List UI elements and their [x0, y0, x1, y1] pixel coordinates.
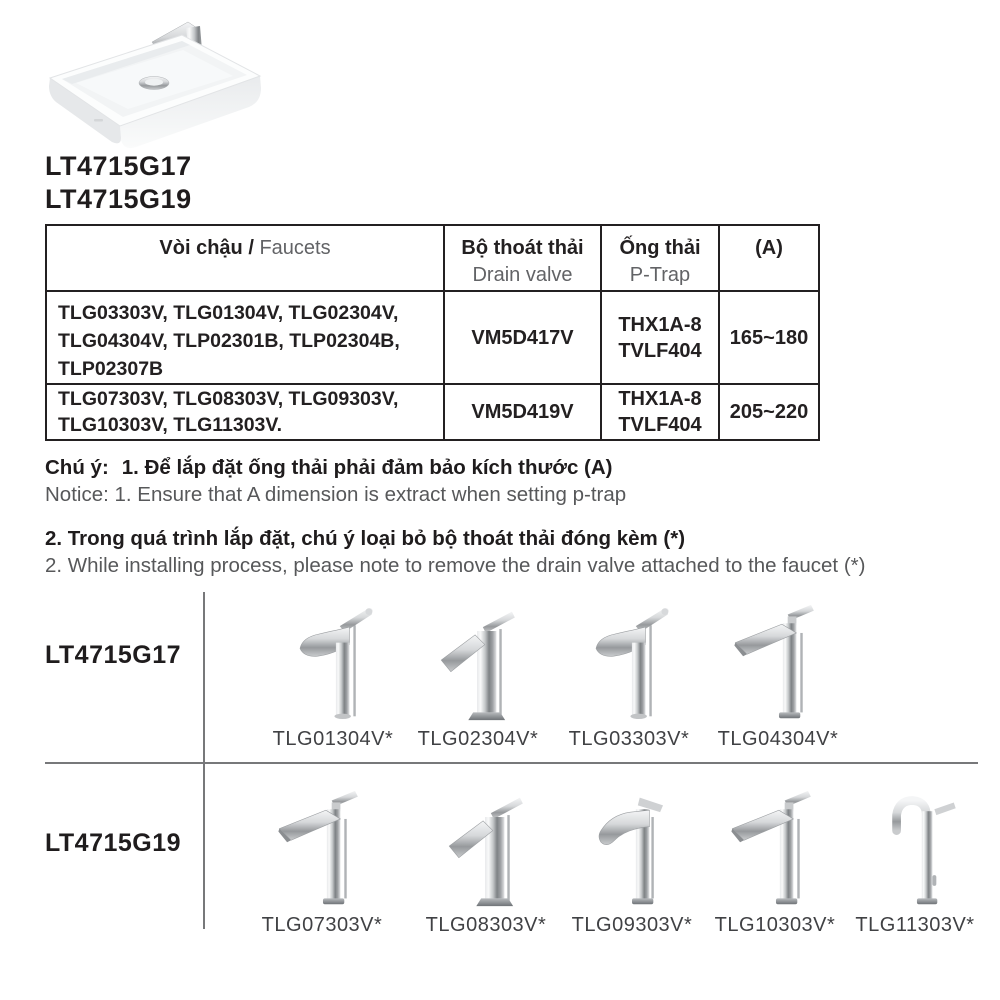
note-2-english: 2. While installing process, please note to remove the drain valve attached to the faucet (*): [45, 554, 866, 577]
header-faucets: Vòi chậu / Faucets: [46, 225, 444, 291]
faucet-model-label: TLG07303V*: [261, 914, 383, 936]
faucet-item-tlg08303v: [420, 786, 552, 937]
cell-drain-valve-2: VM5D419V: [444, 384, 601, 440]
header-drain-valve: Bộ thoát thải Drain valve: [444, 225, 601, 291]
tall-vessel-faucet-curved-spout-icon: [283, 600, 383, 726]
faucet-item-tlg11303v: [849, 786, 981, 937]
gallery-row-2-model: LT4715G19: [45, 829, 182, 857]
faucet-item-tlg10303v: [709, 786, 841, 937]
tall-vessel-faucet-straight-spout-icon: [272, 786, 372, 912]
table-row-1: [46, 291, 819, 384]
product-model-2: LT4715G19: [45, 184, 192, 214]
tall-vessel-faucet-curved-spout-icon: [579, 600, 679, 726]
cell-p-trap-1: THX1A-8 TVLF404: [601, 291, 719, 384]
vessel-basin-illustration: [36, 6, 268, 152]
faucet-model-label: TLG04304V*: [717, 728, 839, 750]
faucet-model-label: TLG08303V*: [425, 914, 547, 936]
faucet-model-label: TLG11303V*: [855, 914, 975, 936]
faucet-model-label: TLG02304V*: [417, 728, 539, 750]
cell-a-dimension-1: 165~180: [719, 291, 819, 384]
tall-vessel-faucet-waterfall-spout-icon: [582, 786, 682, 912]
note-1-english: Notice: 1. Ensure that A dimension is extract when setting p-trap: [45, 483, 627, 506]
faucet-model-label: TLG03303V*: [568, 728, 690, 750]
notes-section: [45, 454, 865, 579]
table-row-2: [46, 384, 819, 440]
faucet-model-label: TLG10303V*: [714, 914, 836, 936]
compatibility-table: [45, 224, 820, 441]
tall-vessel-faucet-gooseneck-icon: [865, 786, 965, 912]
cell-drain-valve-1: VM5D417V: [444, 291, 601, 384]
gallery-horizontal-divider: [45, 762, 978, 764]
faucet-item-tlg01304v: [267, 600, 399, 751]
tall-vessel-faucet-straight-spout-icon: [728, 600, 828, 726]
tall-vessel-faucet-straight-spout-icon: [725, 786, 825, 912]
note-1-prefix: Chú ý:: [45, 456, 109, 479]
cell-a-dimension-2: 205~220: [719, 384, 819, 440]
header-p-trap: Ống thải P-Trap: [601, 225, 719, 291]
table-header-row: [46, 225, 819, 291]
cell-faucet-models-2: TLG07303V, TLG08303V, TLG09303V, TLG10303V, TLG11303V.: [46, 384, 444, 440]
faucet-item-tlg09303v: [566, 786, 698, 937]
basin-product-image: [36, 6, 268, 152]
gallery-row-1-model: LT4715G17: [45, 641, 182, 669]
product-model-1: LT4715G17: [45, 151, 192, 181]
faucet-item-tlg04304v: [712, 600, 844, 751]
faucet-item-tlg07303v: [256, 786, 388, 937]
product-titles: [45, 150, 192, 216]
note-2-vietnamese: 2. Trong quá trình lắp đặt, chú ý loại bỏ bộ thoát thải đóng kèm (*): [45, 527, 686, 550]
faucet-item-tlg03303v: [563, 600, 695, 751]
cell-faucet-models-1: TLG03303V, TLG01304V, TLG02304V, TLG04304V, TLP02301B, TLP02304B, TLP02307B: [46, 291, 444, 384]
gallery-vertical-divider: [203, 592, 205, 929]
faucet-model-label: TLG01304V*: [272, 728, 394, 750]
faucet-item-tlg02304v: [412, 600, 544, 751]
tall-vessel-faucet-square-body-icon: [436, 786, 536, 912]
header-a-dimension: (A): [719, 225, 819, 291]
faucet-model-label: TLG09303V*: [571, 914, 693, 936]
note-1-vietnamese: Chú ý: 1. Để lắp đặt ống thải phải đảm bảo kích thước (A): [45, 456, 613, 479]
cell-p-trap-2: THX1A-8 TVLF404: [601, 384, 719, 440]
tall-vessel-faucet-square-body-icon: [428, 600, 528, 726]
